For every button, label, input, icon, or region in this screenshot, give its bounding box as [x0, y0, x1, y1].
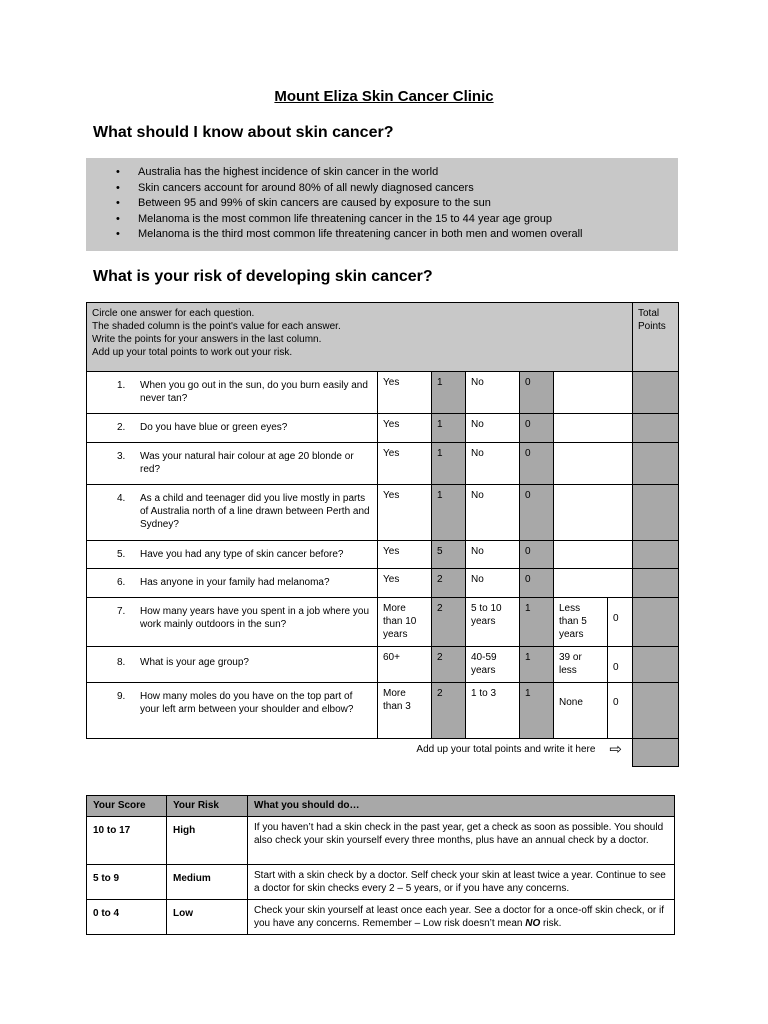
answer-option[interactable]: 1 to 3 [466, 683, 520, 739]
answer-option[interactable]: No [466, 485, 520, 541]
question-row [87, 569, 679, 598]
answer-empty [554, 569, 633, 598]
answer-points: 0 [520, 569, 554, 598]
answer-empty [554, 372, 633, 414]
answer-points: 0 [520, 414, 554, 443]
answer-points: 0 [608, 683, 633, 739]
total-points-cell[interactable] [633, 647, 679, 683]
answer-points: 1 [432, 443, 466, 485]
risk-advice: Start with a skin check by a doctor. Self check your skin at least twice a year. Continue to see a doctor for skin checks every 2 – 5 years, or if you have any concerns. [248, 865, 675, 900]
score-range: 0 to 4 [87, 900, 167, 935]
facts-list [86, 165, 678, 243]
advice-header: What you should do… [248, 796, 675, 817]
risk-level: Medium [167, 865, 248, 900]
total-points-cell[interactable] [633, 541, 679, 569]
fact-item: • Skin cancers account for around 80% of all newly diagnosed cancers [86, 181, 678, 197]
total-points-header: Total Points [633, 303, 679, 372]
answer-points: 1 [520, 683, 554, 739]
total-points-cell[interactable] [633, 372, 679, 414]
fact-item: • Melanoma is the third most common life threatening cancer in both men and women overall [86, 227, 678, 243]
answer-option[interactable]: No [466, 569, 520, 598]
arrow-right-icon: ⇨ [609, 741, 622, 758]
answer-points: 1 [432, 414, 466, 443]
fact-item: • Melanoma is the most common life threatening cancer in the 15 to 44 year age group [86, 212, 678, 228]
answer-option[interactable]: 5 to 10 years [466, 598, 520, 647]
total-points-cell[interactable] [633, 443, 679, 485]
answer-option[interactable]: Yes [378, 485, 432, 541]
score-range: 10 to 17 [87, 817, 167, 865]
risk-level: Low [167, 900, 248, 935]
instructions-cell: Circle one answer for each question. The shaded column is the point's value for each answer. Write the points for your answers in the last column. Add up your total points to work out your risk. [87, 303, 633, 372]
question-text: 9. How many moles do you have on the top part of your left arm between your shoulder and elbow? [87, 683, 378, 739]
answer-points: 2 [432, 683, 466, 739]
total-points-cell[interactable] [633, 414, 679, 443]
answer-points: 5 [432, 541, 466, 569]
question-text: 6. Has anyone in your family had melanoma? [87, 569, 378, 598]
heading-risk: What is your risk of developing skin cancer? [93, 268, 433, 285]
question-row [87, 372, 679, 414]
risk-header: Your Risk [167, 796, 248, 817]
bullet-icon: • [116, 197, 120, 210]
question-text: 3. Was your natural hair colour at age 20 blonde or red? [87, 443, 378, 485]
question-row [87, 443, 679, 485]
answer-points: 1 [432, 485, 466, 541]
answer-option[interactable]: Less than 5 years [554, 598, 608, 647]
answer-option[interactable]: No [466, 541, 520, 569]
answer-option[interactable]: None [554, 683, 608, 739]
answer-option[interactable]: Yes [378, 541, 432, 569]
answer-empty [554, 485, 633, 541]
question-row [87, 485, 679, 541]
answer-option[interactable]: No [466, 443, 520, 485]
fact-item: • Australia has the highest incidence of skin cancer in the world [86, 165, 678, 181]
question-text: 7. How many years have you spent in a job where you work mainly outdoors in the sun? [87, 598, 378, 647]
answer-option[interactable]: More than 3 [378, 683, 432, 739]
score-header: Your Score [87, 796, 167, 817]
addup-instruction: Add up your total points and write it here ⇨ [416, 741, 622, 758]
answer-option[interactable]: No [466, 414, 520, 443]
answer-points: 0 [520, 372, 554, 414]
answer-empty [554, 414, 633, 443]
score-row [87, 900, 675, 935]
question-text: 1. When you go out in the sun, do you burn easily and never tan? [87, 372, 378, 414]
question-text: 4. As a child and teenager did you live mostly in parts of Australia north of a line drawn between Perth and Sydney? [87, 485, 378, 541]
question-row [87, 683, 679, 739]
answer-empty [554, 541, 633, 569]
grand-total-cell[interactable] [633, 739, 679, 767]
answer-points: 1 [432, 372, 466, 414]
addup-row [87, 739, 679, 767]
score-row [87, 865, 675, 900]
page-title: Mount Eliza Skin Cancer Clinic [274, 88, 494, 105]
total-points-cell[interactable] [633, 569, 679, 598]
total-points-cell[interactable] [633, 598, 679, 647]
answer-option[interactable]: No [466, 372, 520, 414]
answer-points: 2 [432, 598, 466, 647]
total-points-cell[interactable] [633, 485, 679, 541]
answer-option[interactable]: 40-59 years [466, 647, 520, 683]
answer-option[interactable]: More than 10 years [378, 598, 432, 647]
answer-points: 0 [608, 647, 633, 683]
total-points-cell[interactable] [633, 683, 679, 739]
answer-option[interactable]: Yes [378, 372, 432, 414]
question-row [87, 598, 679, 647]
answer-points: 2 [432, 569, 466, 598]
facts-box [86, 158, 678, 251]
answer-option[interactable]: Yes [378, 569, 432, 598]
bullet-icon: • [116, 212, 120, 225]
answer-points: 0 [520, 485, 554, 541]
risk-level: High [167, 817, 248, 865]
question-text: 8. What is your age group? [87, 647, 378, 683]
answer-option[interactable]: 60+ [378, 647, 432, 683]
answer-option[interactable]: 39 or less [554, 647, 608, 683]
answer-option[interactable]: Yes [378, 443, 432, 485]
answer-points: 0 [520, 443, 554, 485]
bullet-icon: • [116, 228, 120, 241]
score-table [86, 795, 675, 935]
risk-table [86, 302, 679, 767]
answer-points: 1 [520, 598, 554, 647]
answer-points: 2 [432, 647, 466, 683]
question-text: 2. Do you have blue or green eyes? [87, 414, 378, 443]
risk-advice: Check your skin yourself at least once each year. See a doctor for a once-off skin check, or if you have any concerns. Remember – Low risk doesn’t mean NO risk. [248, 900, 675, 935]
question-row [87, 647, 679, 683]
question-row [87, 541, 679, 569]
answer-points: 0 [608, 598, 633, 647]
answer-empty [554, 443, 633, 485]
bullet-icon: • [116, 166, 120, 178]
score-range: 5 to 9 [87, 865, 167, 900]
question-row [87, 414, 679, 443]
score-row [87, 817, 675, 865]
answer-points: 1 [520, 647, 554, 683]
answer-option[interactable]: Yes [378, 414, 432, 443]
fact-item: • Between 95 and 99% of skin cancers are caused by exposure to the sun [86, 196, 678, 212]
score-header-row [87, 796, 675, 817]
risk-advice: If you haven’t had a skin check in the past year, get a check as soon as possible. You should also check your skin yourself every three months, plus have an annual check by a doctor. [248, 817, 675, 865]
heading-know: What should I know about skin cancer? [93, 124, 394, 141]
bullet-icon: • [116, 181, 120, 194]
question-text: 5. Have you had any type of skin cancer before? [87, 541, 378, 569]
answer-points: 0 [520, 541, 554, 569]
